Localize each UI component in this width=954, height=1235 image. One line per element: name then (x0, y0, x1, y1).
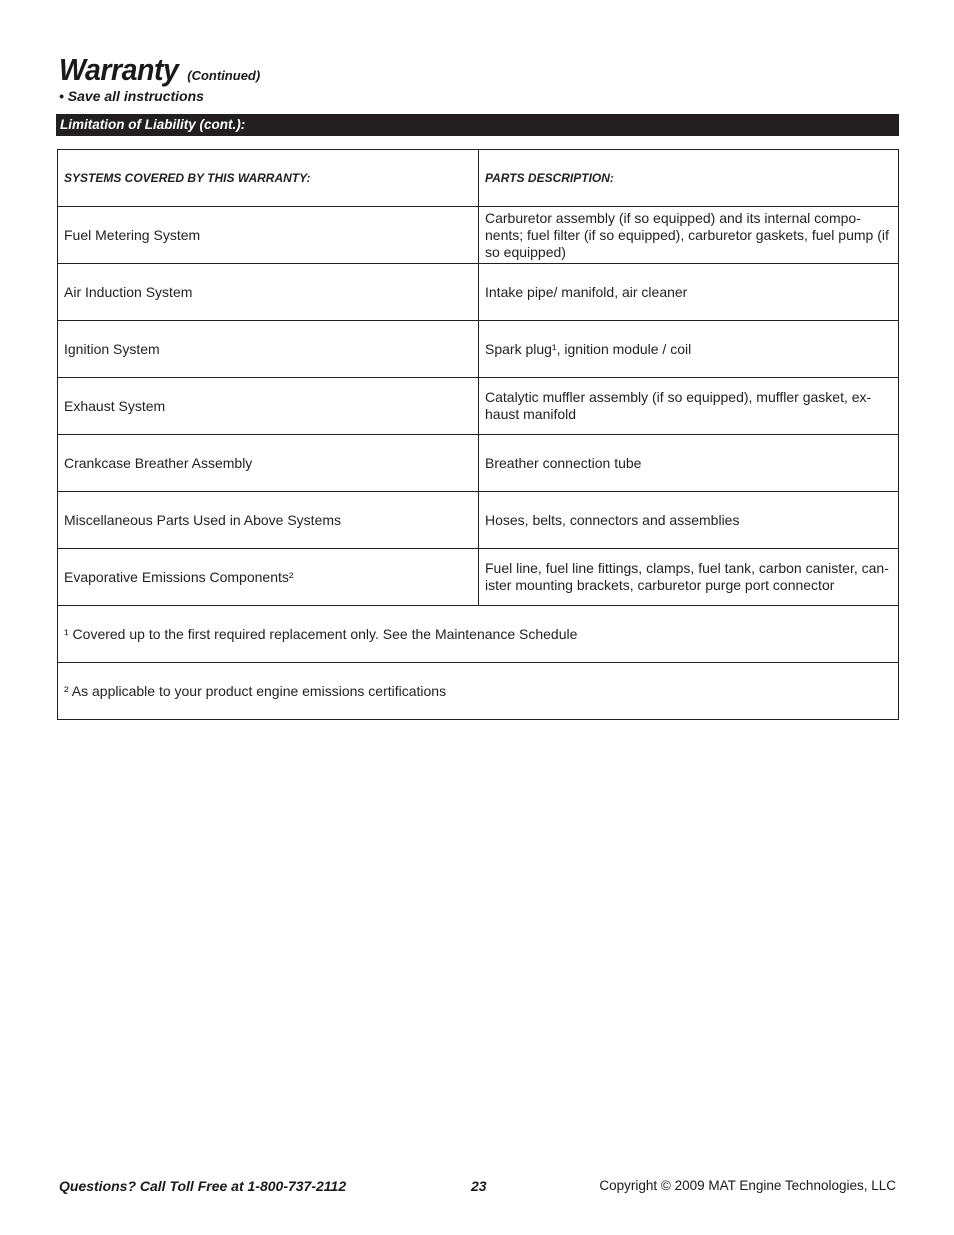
parts-cell: Hoses, belts, connectors and assemblies (479, 492, 899, 549)
table-row (58, 435, 899, 492)
parts-cell: Intake pipe/ manifold, air cleaner (479, 264, 899, 321)
page-subtitle: • Save all instructions (59, 88, 204, 104)
system-cell: Exhaust System (58, 378, 479, 435)
system-cell: Crankcase Breather Assembly (58, 435, 479, 492)
table-row (58, 492, 899, 549)
footnote-1: ¹ Covered up to the first required replacement only. See the Maintenance Schedule (58, 606, 899, 663)
footer-page-number: 23 (471, 1178, 487, 1194)
parts-cell: Carburetor assembly (if so equipped) and its internal compo-nents; fuel filter (if so equipped), carburetor gaskets, fuel pump (if so equipped) (479, 207, 899, 264)
system-cell: Miscellaneous Parts Used in Above Systems (58, 492, 479, 549)
footer-questions: Questions? Call Toll Free at 1-800-737-2112 (59, 1178, 347, 1194)
table-header-row (58, 150, 899, 207)
header-parts: PARTS DESCRIPTION: (479, 150, 899, 207)
parts-cell: Fuel line, fuel line fittings, clamps, fuel tank, carbon canister, can-ister mounting brackets, carburetor purge port connector (479, 549, 899, 606)
system-cell: Fuel Metering System (58, 207, 479, 264)
footnote-row (58, 606, 899, 663)
system-cell: Evaporative Emissions Components² (58, 549, 479, 606)
table-row (58, 321, 899, 378)
table-row (58, 207, 899, 264)
footer-copyright: Copyright © 2009 MAT Engine Technologies, LLC (599, 1178, 896, 1193)
table-row (58, 264, 899, 321)
table-row (58, 549, 899, 606)
system-cell: Air Induction System (58, 264, 479, 321)
table-row (58, 378, 899, 435)
parts-cell: Breather connection tube (479, 435, 899, 492)
warranty-systems-table (57, 149, 899, 720)
parts-cell: Spark plug¹, ignition module / coil (479, 321, 899, 378)
page-title-block (59, 52, 260, 88)
system-cell: Ignition System (58, 321, 479, 378)
footnote-2: ² As applicable to your product engine emissions certifications (58, 663, 899, 720)
header-systems: SYSTEMS COVERED BY THIS WARRANTY: (58, 150, 479, 207)
page-title: Warranty (59, 52, 179, 87)
parts-cell: Catalytic muffler assembly (if so equipped), muffler gasket, ex-haust manifold (479, 378, 899, 435)
section-bar: Limitation of Liability (cont.): (56, 114, 899, 136)
title-continued: (Continued) (187, 68, 261, 83)
footnote-row (58, 663, 899, 720)
